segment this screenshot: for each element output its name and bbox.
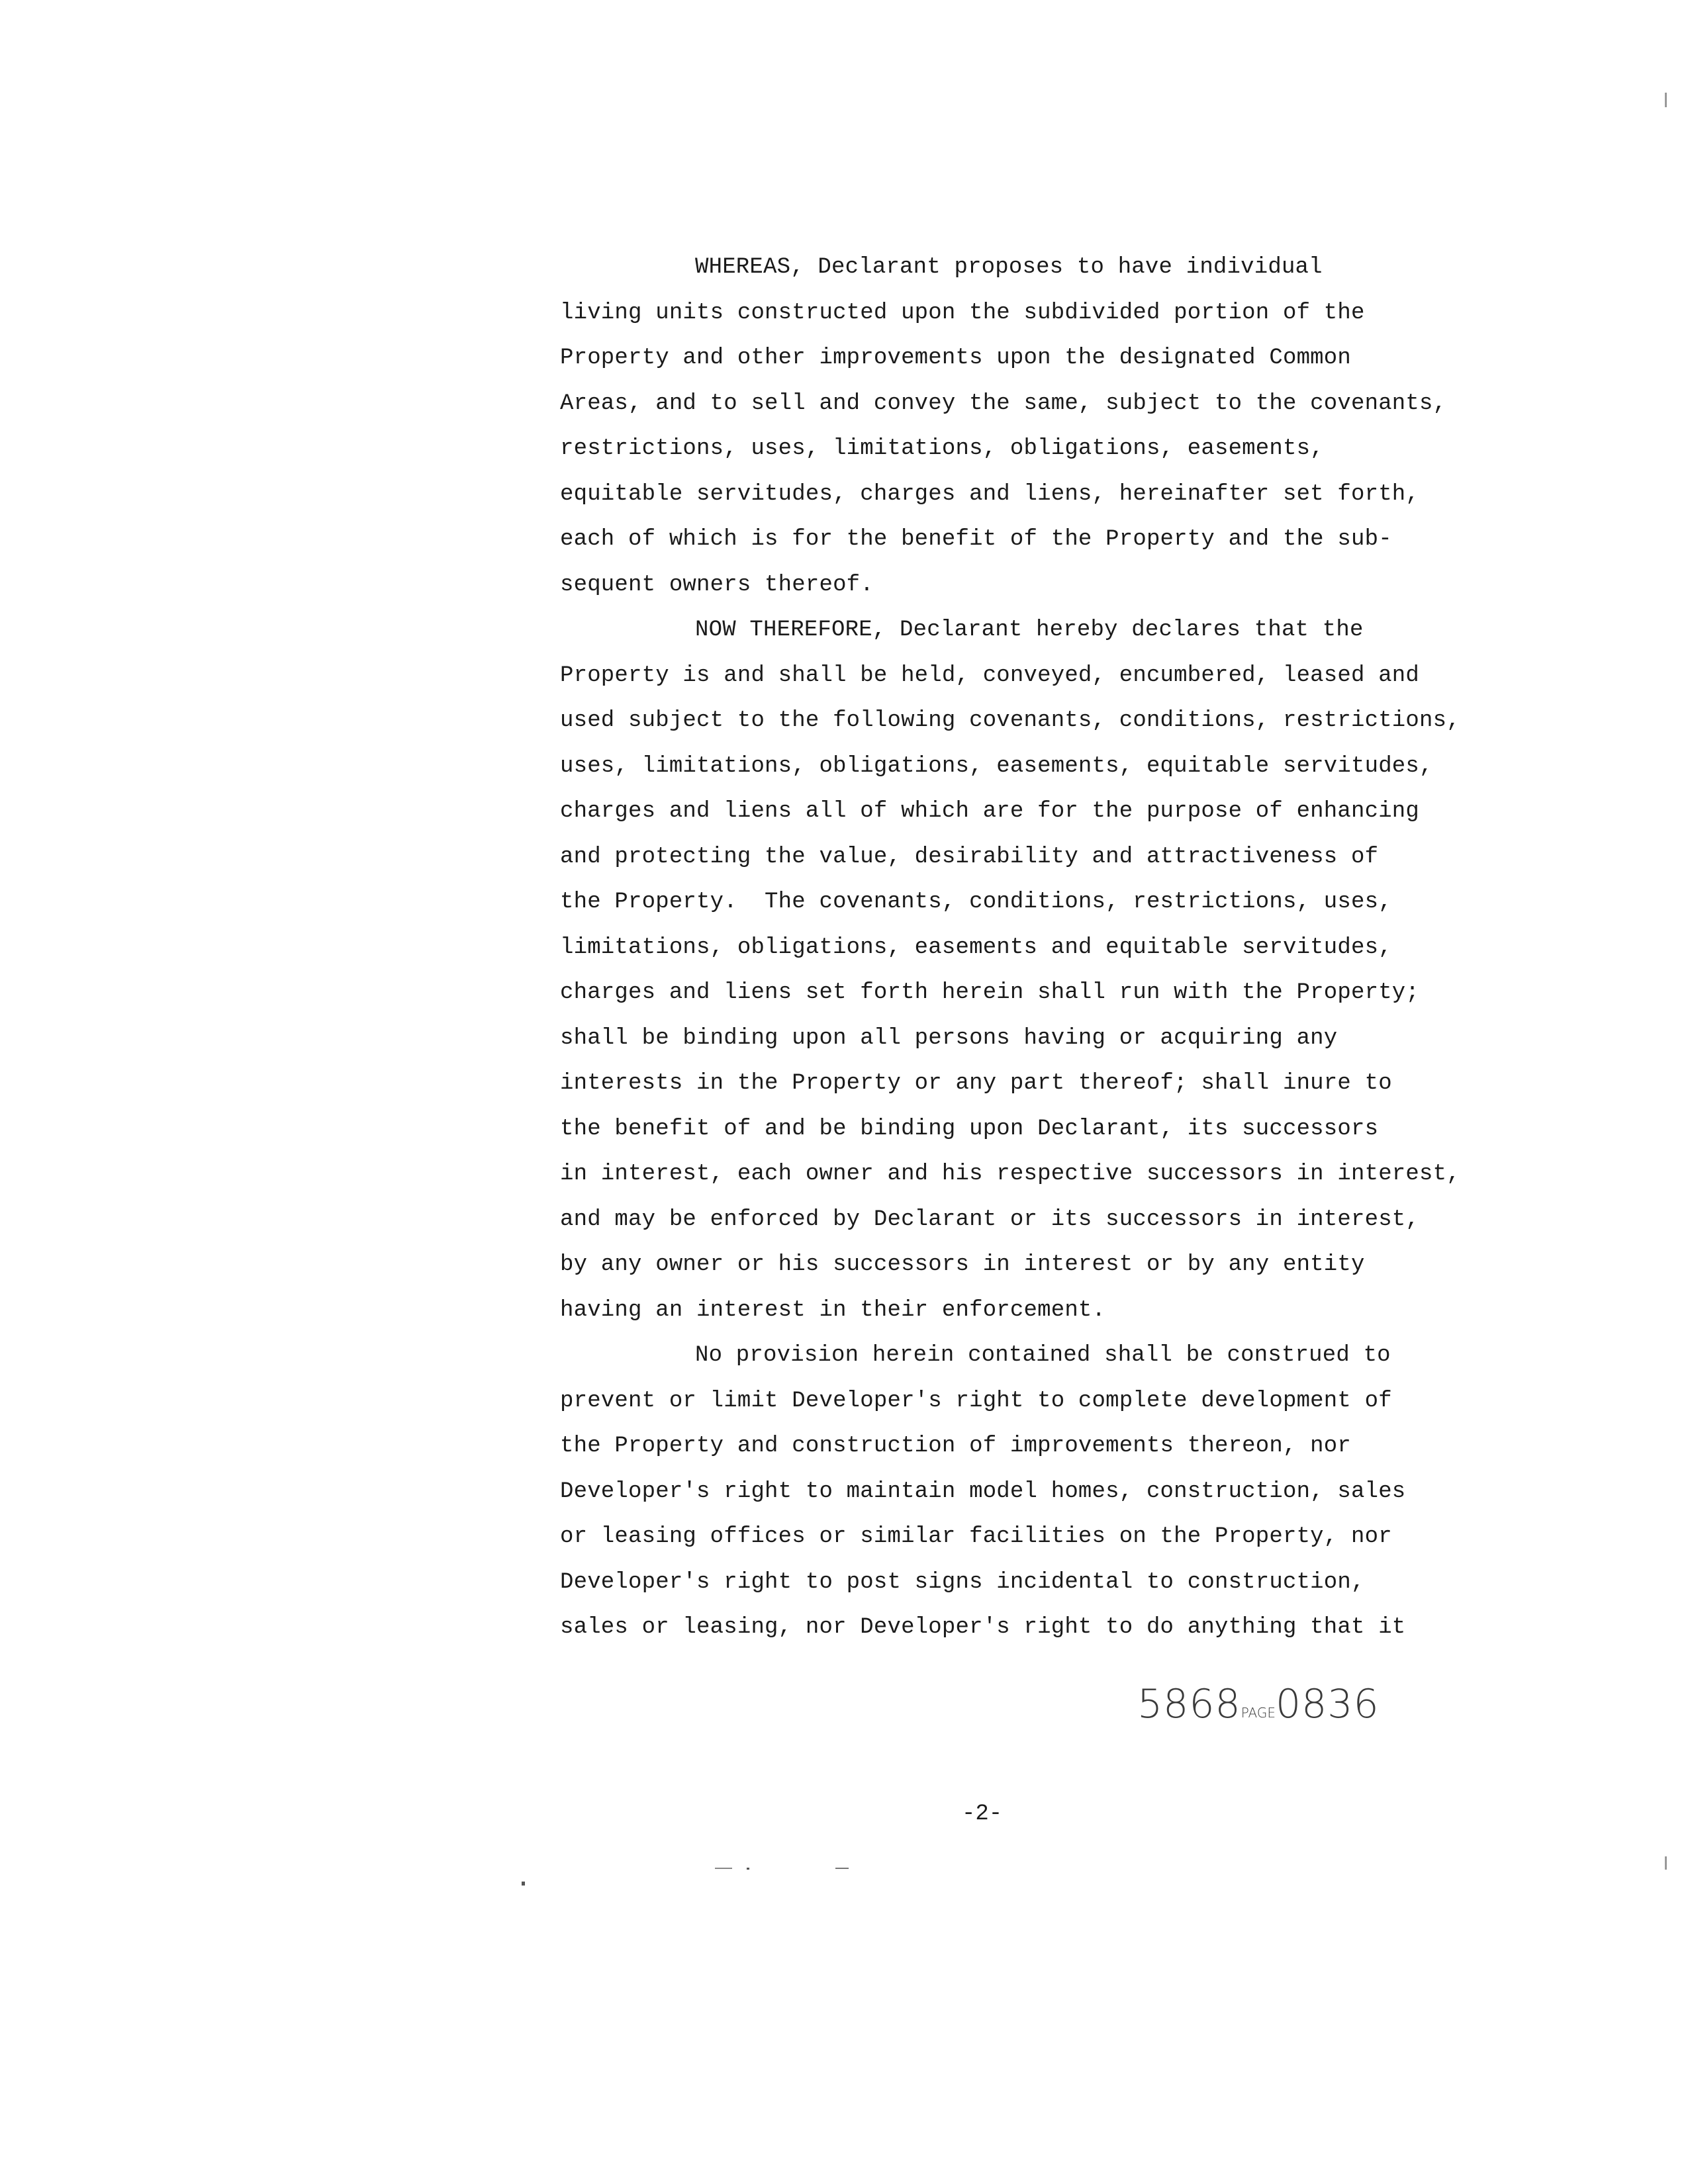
paragraph-line: NOW THEREFORE, Declarant hereby declares that the	[695, 617, 1364, 643]
paragraph-line: charges and liens all of which are for the purpose of enhancing	[560, 799, 1420, 824]
paragraph-line: Developer's right to maintain model homes, construction, sales	[560, 1479, 1406, 1504]
paragraph-line: used subject to the following covenants, conditions, restrictions,	[560, 708, 1460, 733]
paragraph-line: Property is and shall be held, conveyed, encumbered, leased and	[560, 662, 1420, 688]
page-number: -2-	[962, 1801, 1003, 1827]
paragraph-line: interests in the Property or any part thereof; shall inure to	[560, 1071, 1392, 1096]
paragraph-line: each of which is for the benefit of the Property and the sub-	[560, 527, 1392, 552]
paragraph-line: the benefit of and be binding upon Declarant, its successors	[560, 1116, 1379, 1142]
paragraph-line: No provision herein contained shall be construed to	[695, 1343, 1391, 1368]
paragraph-line: and may be enforced by Declarant or its successors in interest,	[560, 1206, 1420, 1232]
paragraph-line: uses, limitations, obligations, easements, equitable servitudes,	[560, 753, 1433, 779]
recording-stamp	[1137, 1681, 1380, 1727]
paragraph-line: sequent owners thereof.	[560, 572, 874, 598]
paragraph-line: limitations, obligations, easements and equitable servitudes,	[560, 934, 1392, 960]
stamp-page-label: PAGE	[1241, 1705, 1276, 1721]
document-body	[560, 245, 1513, 1651]
scan-speck	[522, 1882, 525, 1886]
paragraph-line: and protecting the value, desirability and attractiveness of	[560, 844, 1379, 870]
paragraph-line: prevent or limit Developer's right to complete development of	[560, 1388, 1392, 1414]
stamp-book-number: 5868	[1137, 1681, 1241, 1727]
scan-speck	[1665, 1856, 1667, 1870]
scan-speck	[835, 1868, 849, 1869]
paragraph-line: restrictions, uses, limitations, obligations, easements,	[560, 436, 1324, 461]
paragraph-line: living units constructed upon the subdivided portion of the	[560, 300, 1365, 326]
paragraph-line: Property and other improvements upon the designated Common	[560, 345, 1351, 371]
scan-speck	[715, 1868, 732, 1869]
paragraph-line: Areas, and to sell and convey the same, subject to the covenants,	[560, 390, 1447, 416]
paragraph-line: the Property. The covenants, conditions, restrictions, uses,	[560, 889, 1392, 915]
paragraph-line: charges and liens set forth herein shall run with the Property;	[560, 980, 1420, 1005]
scan-speck	[1665, 93, 1667, 107]
paragraph-line: in interest, each owner and his respective successors in interest,	[560, 1161, 1460, 1187]
paragraph-line: by any owner or his successors in interest or by any entity	[560, 1252, 1365, 1277]
paragraph-line: having an interest in their enforcement.	[560, 1297, 1106, 1323]
stamp-page-number: 0836	[1275, 1681, 1380, 1727]
paragraph-line: shall be binding upon all persons having or acquiring any	[560, 1025, 1338, 1051]
paragraph-line: equitable servitudes, charges and liens, hereinafter set forth,	[560, 481, 1420, 507]
paragraph-line: Developer's right to post signs incidental to construction,	[560, 1569, 1365, 1595]
paragraph-line: WHEREAS, Declarant proposes to have individual	[695, 255, 1323, 280]
paragraph-line: or leasing offices or similar facilities on the Property, nor	[560, 1524, 1392, 1549]
paragraph-line: the Property and construction of improvements thereon, nor	[560, 1433, 1351, 1459]
paragraph-line: sales or leasing, nor Developer's right to do anything that it	[560, 1615, 1406, 1640]
scan-speck	[747, 1868, 749, 1870]
